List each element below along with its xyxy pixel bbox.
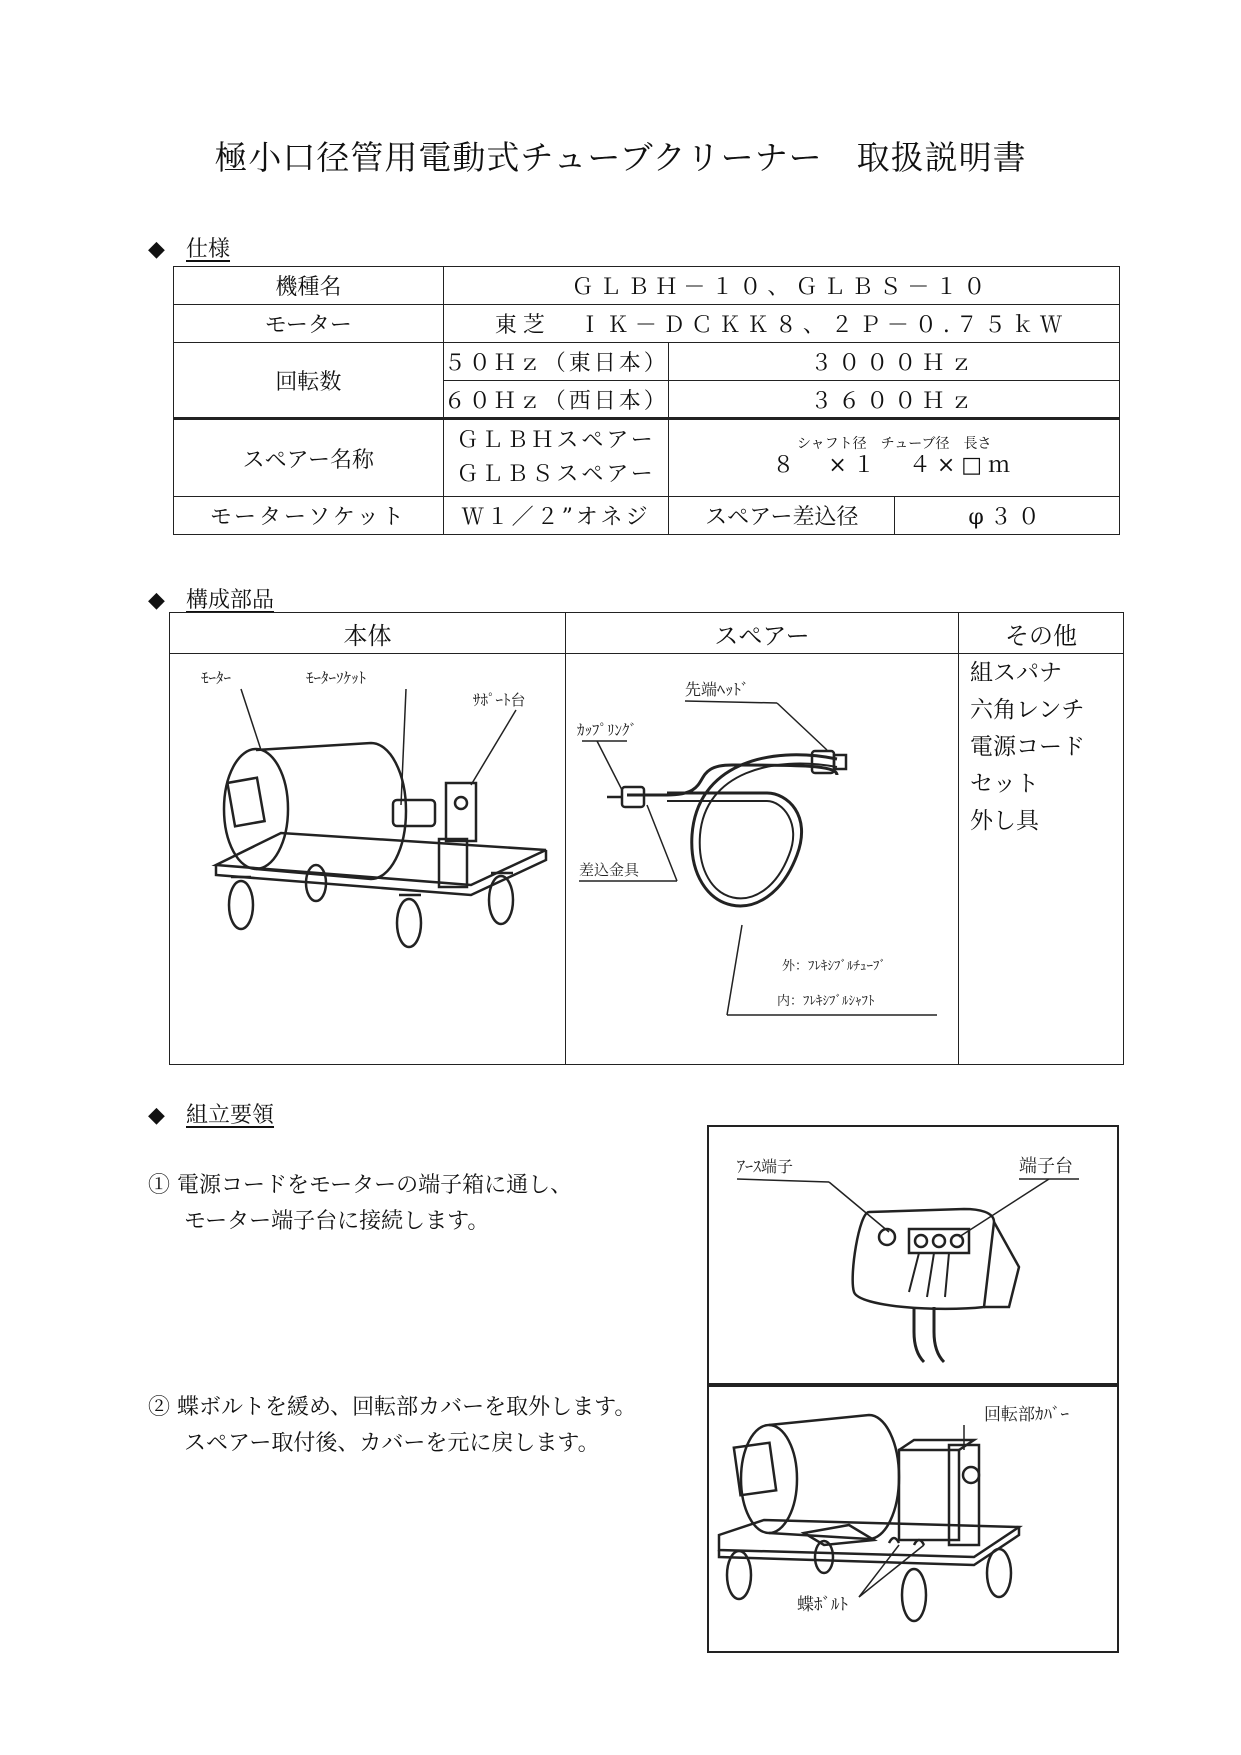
spec-rpm-50-value: ３０００Ｈｚ xyxy=(669,343,1120,381)
step-1-line-2: モーター端子台に接続します。 xyxy=(184,1209,490,1234)
section-heading-assembly xyxy=(148,1098,274,1129)
parts-body-cell xyxy=(170,654,566,1065)
section-title-parts: 構成部品 xyxy=(186,588,275,613)
terminal-box-illustration xyxy=(709,1127,1117,1385)
spec-insert-label: スペアー差込径 xyxy=(669,497,895,535)
spec-socket-value: Ｗ１／２”オネジ xyxy=(443,497,669,535)
fig1-label-terminal-block: 端子台 xyxy=(1019,1156,1073,1177)
spec-rpm-50-label: ５０Ｈｚ（東日本） xyxy=(443,343,669,381)
other-item: 外し具 xyxy=(970,808,1039,834)
fig2-label-cover: 回転部ｶﾊﾞｰ xyxy=(984,1405,1069,1425)
step-2-line-1: 蝶ボルトを緩め、回転部カバーを取外します。 xyxy=(177,1395,637,1420)
section-marker: ◆ xyxy=(148,237,165,262)
section-marker: ◆ xyxy=(148,588,165,613)
power-cord xyxy=(914,1307,944,1362)
rotor-cover-figure xyxy=(707,1383,1119,1653)
other-item: 電源コード xyxy=(970,734,1085,760)
step-1-line-1: 電源コードをモーターの端子箱に通し、 xyxy=(177,1173,573,1198)
terminal-box-figure xyxy=(707,1125,1119,1387)
spare-label-coupling: ｶｯﾌﾟﾘﾝｸﾞ xyxy=(577,721,638,739)
spec-insert-value: φ３０ xyxy=(895,497,1120,535)
spare-label-tube: 外：ﾌﾚｷｼﾌﾞﾙﾁｭｰﾌﾞ xyxy=(782,959,887,974)
spec-spare-size-value: ８ ×１ ４×□ｍ xyxy=(772,453,1017,478)
other-item: 六角レンチ xyxy=(970,697,1085,723)
spec-spare-name-1: ＧＬＢＨスペアー xyxy=(456,428,656,453)
assembly-step-1 xyxy=(148,1168,572,1240)
page-title: 極小口径管用電動式チューブクリーナー 取扱説明書 xyxy=(214,138,1027,177)
step-2-line-2: スペアー取付後、カバーを元に戻します。 xyxy=(184,1431,600,1456)
motor-body xyxy=(256,743,406,879)
body-label-motor: ﾓｰﾀｰ xyxy=(201,669,232,687)
spec-motor-label: モーター xyxy=(174,305,444,343)
parts-col-other: その他 xyxy=(959,613,1124,654)
rotor-cover-illustration xyxy=(709,1385,1117,1651)
spec-motor-value: 東芝 ＩＫ－ＤＣＫＫ８、２Ｐ－０.７５ｋＷ xyxy=(443,305,1119,343)
coupling xyxy=(622,787,644,807)
spec-rpm-label: 回転数 xyxy=(174,343,444,419)
terminal-box xyxy=(853,1209,994,1309)
fig1-label-earth: ｱｰｽ端子 xyxy=(737,1157,794,1176)
spec-socket-label: モーターソケット xyxy=(174,497,444,535)
spec-rpm-60-value: ３６００Ｈｚ xyxy=(669,381,1120,419)
spec-spare-size-caption: シャフト径 チューブ径 長さ xyxy=(796,436,992,452)
body-label-socket: ﾓｰﾀｰｿｹｯﾄ xyxy=(306,669,367,687)
other-item: セット xyxy=(970,771,1039,797)
step-1-number: ① xyxy=(148,1173,171,1198)
wheel xyxy=(229,881,253,929)
spec-spare-label: スペアー名称 xyxy=(174,419,444,497)
spare-label-insert: 差込金具 xyxy=(579,861,640,879)
parts-spare-cell xyxy=(566,654,959,1065)
spec-model-value: ＧＬＢＨ－１０、ＧＬＢＳ－１０ xyxy=(443,267,1119,305)
parts-table xyxy=(169,612,1124,1065)
spare-label-shaft: 内：ﾌﾚｷｼﾌﾞﾙｼｬﾌﾄ xyxy=(777,994,875,1009)
motor-cart-illustration xyxy=(171,655,564,1059)
section-title-spec: 仕様 xyxy=(186,237,231,262)
section-marker: ◆ xyxy=(148,1103,165,1128)
fig2-label-wing-bolt: 蝶ﾎﾞﾙﾄ xyxy=(797,1595,848,1615)
spec-model-label: 機種名 xyxy=(174,267,444,305)
parts-col-body: 本体 xyxy=(170,613,566,654)
step-2-number: ② xyxy=(148,1395,171,1420)
section-title-assembly: 組立要領 xyxy=(186,1103,275,1128)
spec-spare-size xyxy=(669,419,1120,497)
parts-other-cell xyxy=(959,654,1124,1065)
spec-spare-names xyxy=(443,419,669,497)
spare-illustration xyxy=(567,655,957,1059)
other-item: 組スパナ xyxy=(970,660,1062,686)
section-heading-spec xyxy=(148,232,230,263)
spec-spare-name-2: ＧＬＢＳスペアー xyxy=(456,462,656,487)
assembly-step-2 xyxy=(148,1390,636,1462)
section-heading-parts xyxy=(148,583,274,614)
spec-table xyxy=(173,266,1120,535)
body-label-support: ｻﾎﾟｰﾄ台 xyxy=(473,691,526,709)
parts-col-spare: スペアー xyxy=(566,613,959,654)
spec-rpm-60-label: ６０Ｈｚ（西日本） xyxy=(443,381,669,419)
spare-label-head: 先端ﾍｯﾄﾞ xyxy=(685,680,750,699)
